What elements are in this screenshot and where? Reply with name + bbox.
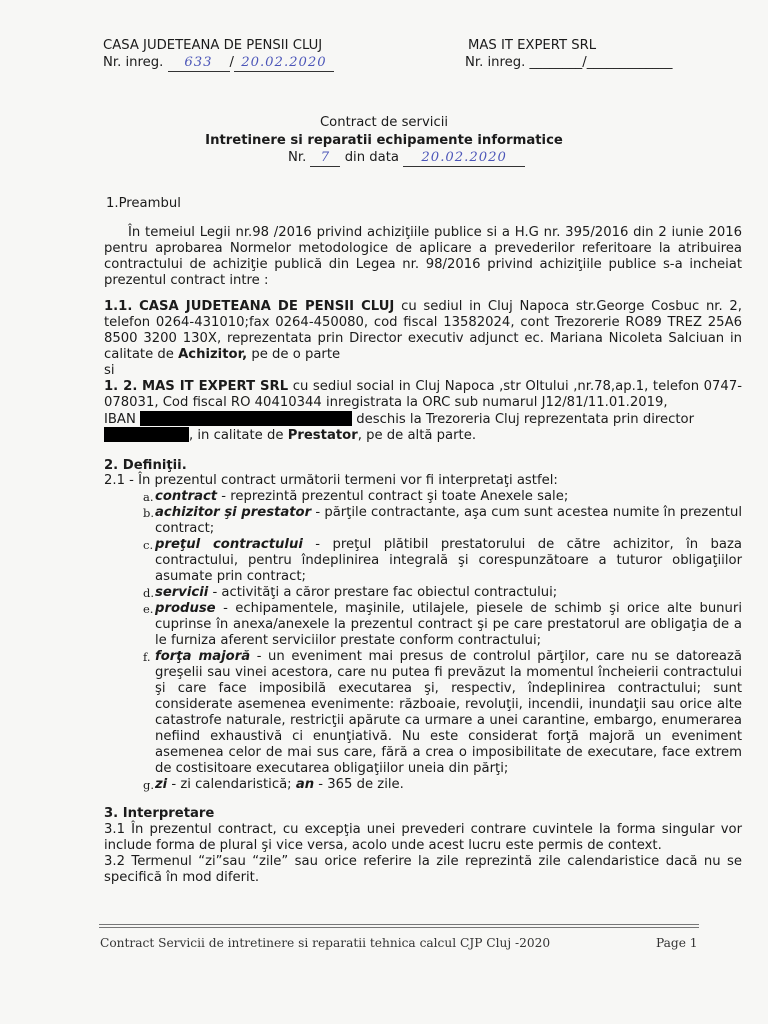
header-right-reg-blank: ________/_____________ xyxy=(529,55,673,70)
definition-text: - zi calendaristică; xyxy=(167,777,296,792)
definition-text: - un eveniment mai presus de controlul părţilor, care nu se datorează greşelii sau vinei acestora, care nu putea fi prevăzut la momentul încheierii contractului şi care face imposibilă executarea şi, respectiv, îndeplinirea contractului; sunt considerate asemenea evenimente: războaie, revoluţii, incendii, inundaţii sau orice alte catastrofe naturale, restricţii apărute ca urmare a unei carantine, embargo, enumerarea nefiind exhaustivă ci enunţiativă. Nu este considerat forţă majoră un eveniment asemenea celor de mai sus care, fără a crea o imposibilitate de executare, face extrem de costisitoare executarea obligaţiilor uneia din părţi; xyxy=(155,649,742,776)
definition-item xyxy=(143,489,742,505)
page-number: Page 1 xyxy=(656,936,698,950)
iban-tail: deschis la Trezoreria Cluj reprezentata prin director xyxy=(356,412,695,427)
definition-marker: f. xyxy=(143,650,151,664)
definition-text: - 365 de zile. xyxy=(314,777,404,792)
definition-term: preţul contractului xyxy=(155,537,303,552)
contract-title: Contract de servicii xyxy=(319,115,449,130)
definition-term: produse xyxy=(155,601,216,616)
contract-date-handwritten: 20.02.2020 xyxy=(421,150,507,165)
redacted-director-name xyxy=(104,427,189,442)
section-definitii-heading: 2. Definiţii. xyxy=(104,458,187,473)
party-2-number: 1. 2. xyxy=(104,379,138,394)
header-left-org: CASA JUDETEANA DE PENSII CLUJ xyxy=(103,38,323,53)
definition-text: - preţul plătibil prestatorului de către achizitor, în baza contractului, pentru îndeplinirea integrală şi corespunzătoare a tuturor obligaţiilor asumate prin contract; xyxy=(155,537,742,584)
interpretare-3-2: 3.2 Termenul “zi”sau “zile” sau orice referire la zile reprezintă zile calendaristice dacă nu se specifică în mod diferit. xyxy=(104,854,742,885)
contract-date-field xyxy=(403,150,525,167)
preambul-text: În temeiul Legii nr.98 /2016 privind achiziţiile publice si a H.G nr. 395/2016 din 2 iunie 2016 pentru aprobarea Normelor metodologice de aplicare a prevederilor referitoare la atribuirea contractului de achiziţie publică din Legea nr. 98/2016 privind achiziţiile publice s-a incheiat prezentul contract intre : xyxy=(104,225,742,288)
reg-number-handwritten: 633 xyxy=(184,55,213,70)
contract-nr-handwritten: 7 xyxy=(320,150,331,165)
definition-term: zi xyxy=(155,777,168,792)
definition-term: forţa majoră xyxy=(155,649,251,664)
contract-subtitle: Intretinere si reparatii echipamente informatice xyxy=(205,133,563,148)
party-achizitor xyxy=(104,299,742,363)
definition-text: - reprezintă prezentul contract şi toate Anexele sale; xyxy=(217,489,569,504)
definition-term: an xyxy=(295,777,315,792)
party-1-tail: pe de o parte xyxy=(251,347,341,362)
contract-date-label: din data xyxy=(344,150,399,165)
reg-date-handwritten: 20.02.2020 xyxy=(241,55,327,70)
party-2-tail: , pe de altă parte. xyxy=(357,428,477,443)
party-prestator xyxy=(104,379,742,411)
definition-marker: c. xyxy=(143,538,154,552)
definition-term: servicii xyxy=(155,585,209,600)
header-right-reg xyxy=(465,55,672,71)
definition-marker: a. xyxy=(143,490,154,504)
definition-text: - părţile contractante, aşa cum sunt acestea numite în prezentul contract; xyxy=(155,505,742,536)
definition-marker: d. xyxy=(143,586,155,600)
header-right-reg-label: Nr. inreg. xyxy=(465,55,526,70)
footer-rule-top xyxy=(99,924,699,925)
definition-marker: b. xyxy=(143,506,155,520)
contract-nr-label: Nr. xyxy=(288,150,307,165)
party-2-role-line xyxy=(104,427,476,444)
party-2-details: cu sediul social in Cluj Napoca ,str Oltului ,nr.78,ap.1, telefon 0747-078031, Cod fiscal RO 40410344 inregistrata la ORC sub numarul J12/81/11.01.2019, xyxy=(104,379,742,410)
conjunction-si: si xyxy=(104,363,115,378)
party-2-role-pre: , in calitate de xyxy=(189,428,284,443)
definition-item xyxy=(143,777,742,793)
header-left-reg: Nr. inreg. 633 / 20.02.2020 xyxy=(103,55,334,72)
header-left-reg-label: Nr. inreg. xyxy=(103,55,164,70)
party-1-role: Achizitor, xyxy=(178,347,248,362)
definitii-intro: 2.1 - În prezentul contract următorii termeni vor fi interpretaţi astfel: xyxy=(104,473,558,488)
party-2-name: MAS IT EXPERT SRL xyxy=(141,379,289,394)
party-2-role: Prestator xyxy=(287,428,358,443)
footer-rule-bottom xyxy=(99,927,699,928)
contract-number-line xyxy=(288,150,525,167)
party-1-details: cu sediul in Cluj Napoca str.George Cosbuc nr. 2, telefon 0264-431010;fax 0264-450080, cod fiscal 13582024, cont Trezorerie RO89 TREZ 25A6 8500 3200 130X, reprezentata prin Director executiv adjunct ec. Mariana Nicoleta Salciuan in calitate de xyxy=(104,299,742,362)
definition-term: contract xyxy=(155,489,218,504)
definition-text: - activităţi a căror prestare fac obiectul contractului; xyxy=(208,585,558,600)
definition-item xyxy=(143,649,742,777)
definition-term: achizitor şi prestator xyxy=(155,505,312,520)
party-1-name: CASA JUDETEANA DE PENSII CLUJ xyxy=(139,299,395,314)
definition-marker: g. xyxy=(143,778,155,792)
definition-item xyxy=(143,585,742,601)
party-1-number: 1.1. xyxy=(104,299,133,314)
reg-date-field xyxy=(234,55,334,72)
section-preambul-heading: 1.Preambul xyxy=(106,196,181,211)
interpretare-3-1: 3.1 În prezentul contract, cu excepţia unei prevederi contrare cuvintele la forma singular vor include forma de plural şi vice versa, acolo unde acest lucru este permis de context. xyxy=(104,822,742,853)
iban-label: IBAN xyxy=(104,412,136,427)
reg-number-field xyxy=(168,55,230,72)
redacted-iban xyxy=(140,411,352,426)
definition-item xyxy=(143,505,742,537)
definition-item xyxy=(143,537,742,585)
definitions-list xyxy=(143,489,742,793)
footer-title: Contract Servicii de intretinere si reparatii tehnica calcul CJP Cluj -2020 xyxy=(100,936,551,950)
definition-text: - echipamentele, maşinile, utilajele, piesele de schimb şi orice alte bunuri cuprinse în anexa/anexele la prezentul contract şi pe care prestatorul are obligaţia de a le furniza aferent serviciilor prestate conform contractului; xyxy=(155,601,742,648)
contract-nr-field xyxy=(310,150,340,167)
section-interpretare-heading: 3. Interpretare xyxy=(104,806,215,821)
definition-item xyxy=(143,601,742,649)
header-right-org: MAS IT EXPERT SRL xyxy=(468,38,597,53)
party-2-iban-line xyxy=(104,411,694,428)
definition-marker: e. xyxy=(143,602,154,616)
